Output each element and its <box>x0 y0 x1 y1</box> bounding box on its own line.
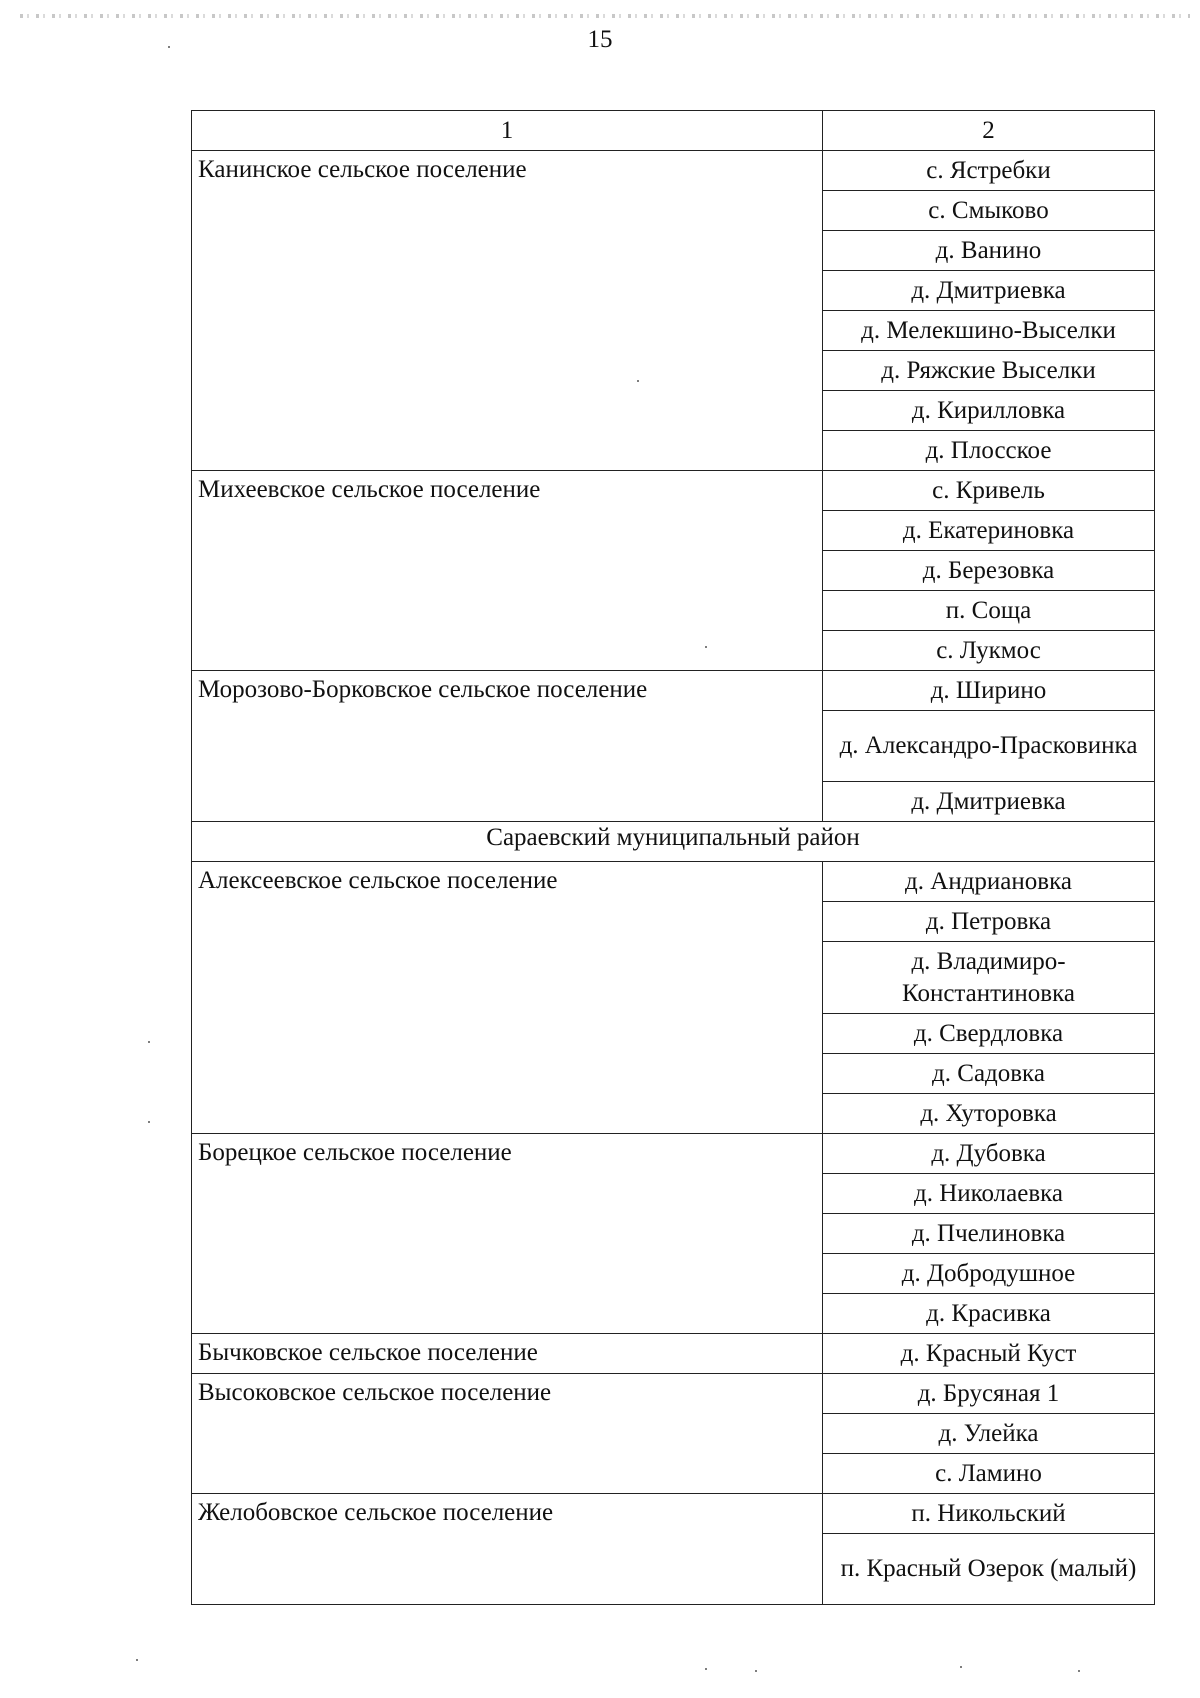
village-cell: д. Брусяная 1 <box>823 1374 1155 1414</box>
settlement-name: Морозово-Борковское сельское поселение <box>192 671 823 822</box>
village-cell: д. Плосское <box>823 431 1155 471</box>
village-cell: д. Садовка <box>823 1054 1155 1094</box>
settlement-name: Борецкое сельское поселение <box>192 1134 823 1334</box>
village-cell: п. Красный Озерок (малый) <box>823 1534 1155 1605</box>
settlement-name: Бычковское сельское поселение <box>192 1334 823 1374</box>
settlement-name: Михеевское сельское поселение <box>192 471 823 671</box>
scan-speck <box>168 46 170 48</box>
scan-speck <box>705 646 707 648</box>
village-cell: д. Кирилловка <box>823 391 1155 431</box>
settlement-name: Канинское сельское поселение <box>192 151 823 471</box>
village-cell: с. Ламино <box>823 1454 1155 1494</box>
village-cell: д. Дмитриевка <box>823 271 1155 311</box>
village-cell: д. Владимиро-Константиновка <box>823 942 1155 1014</box>
village-cell: д. Улейка <box>823 1414 1155 1454</box>
settlement-name: Высоковское сельское поселение <box>192 1374 823 1494</box>
scan-artifact <box>20 14 1190 18</box>
scan-speck <box>960 1666 962 1668</box>
scan-speck <box>148 1121 150 1123</box>
column-header-1: 1 <box>192 111 823 151</box>
village-cell: д. Березовка <box>823 551 1155 591</box>
scan-speck <box>136 1659 138 1661</box>
village-cell: с. Ястребки <box>823 151 1155 191</box>
scan-speck <box>148 1041 150 1043</box>
page-number: 15 <box>587 26 613 53</box>
village-cell: п. Соща <box>823 591 1155 631</box>
village-cell: д. Петровка <box>823 902 1155 942</box>
settlement-name: Алексеевское сельское поселение <box>192 862 823 1134</box>
village-cell: д. Пчелиновка <box>823 1214 1155 1254</box>
scan-speck <box>1078 1670 1080 1672</box>
column-header-2: 2 <box>823 111 1155 151</box>
table-row <box>192 1374 1155 1414</box>
village-cell: д. Добродушное <box>823 1254 1155 1294</box>
village-cell: д. Дубовка <box>823 1134 1155 1174</box>
village-cell: д. Александро-Прасковинка <box>823 711 1155 782</box>
village-cell: д. Ванино <box>823 231 1155 271</box>
village-cell: д. Ширино <box>823 671 1155 711</box>
scan-speck <box>705 1668 707 1670</box>
table-row <box>192 1134 1155 1174</box>
village-cell: д. Дмитриевка <box>823 782 1155 822</box>
settlements-table <box>191 110 1155 1605</box>
district-row <box>192 822 1155 862</box>
table-row <box>192 862 1155 902</box>
table-row <box>192 1494 1155 1534</box>
table-header-row <box>192 111 1155 151</box>
scan-speck <box>755 1670 757 1672</box>
village-cell: д. Свердловка <box>823 1014 1155 1054</box>
scan-speck <box>637 380 639 382</box>
village-cell: д. Хуторовка <box>823 1094 1155 1134</box>
village-cell: д. Андриановка <box>823 862 1155 902</box>
village-cell: д. Красный Куст <box>823 1334 1155 1374</box>
village-cell: с. Кривель <box>823 471 1155 511</box>
table-row <box>192 1334 1155 1374</box>
table-row <box>192 671 1155 711</box>
village-cell: с. Смыково <box>823 191 1155 231</box>
village-cell: д. Мелекшино-Выселки <box>823 311 1155 351</box>
settlement-name: Желобовское сельское поселение <box>192 1494 823 1605</box>
village-cell: с. Лукмос <box>823 631 1155 671</box>
village-cell: д. Николаевка <box>823 1174 1155 1214</box>
table-row <box>192 471 1155 511</box>
village-cell: д. Красивка <box>823 1294 1155 1334</box>
village-cell: п. Никольский <box>823 1494 1155 1534</box>
district-name: Сараевский муниципальный район <box>192 822 1155 862</box>
table-row <box>192 151 1155 191</box>
village-cell: д. Екатериновка <box>823 511 1155 551</box>
village-cell: д. Ряжские Выселки <box>823 351 1155 391</box>
